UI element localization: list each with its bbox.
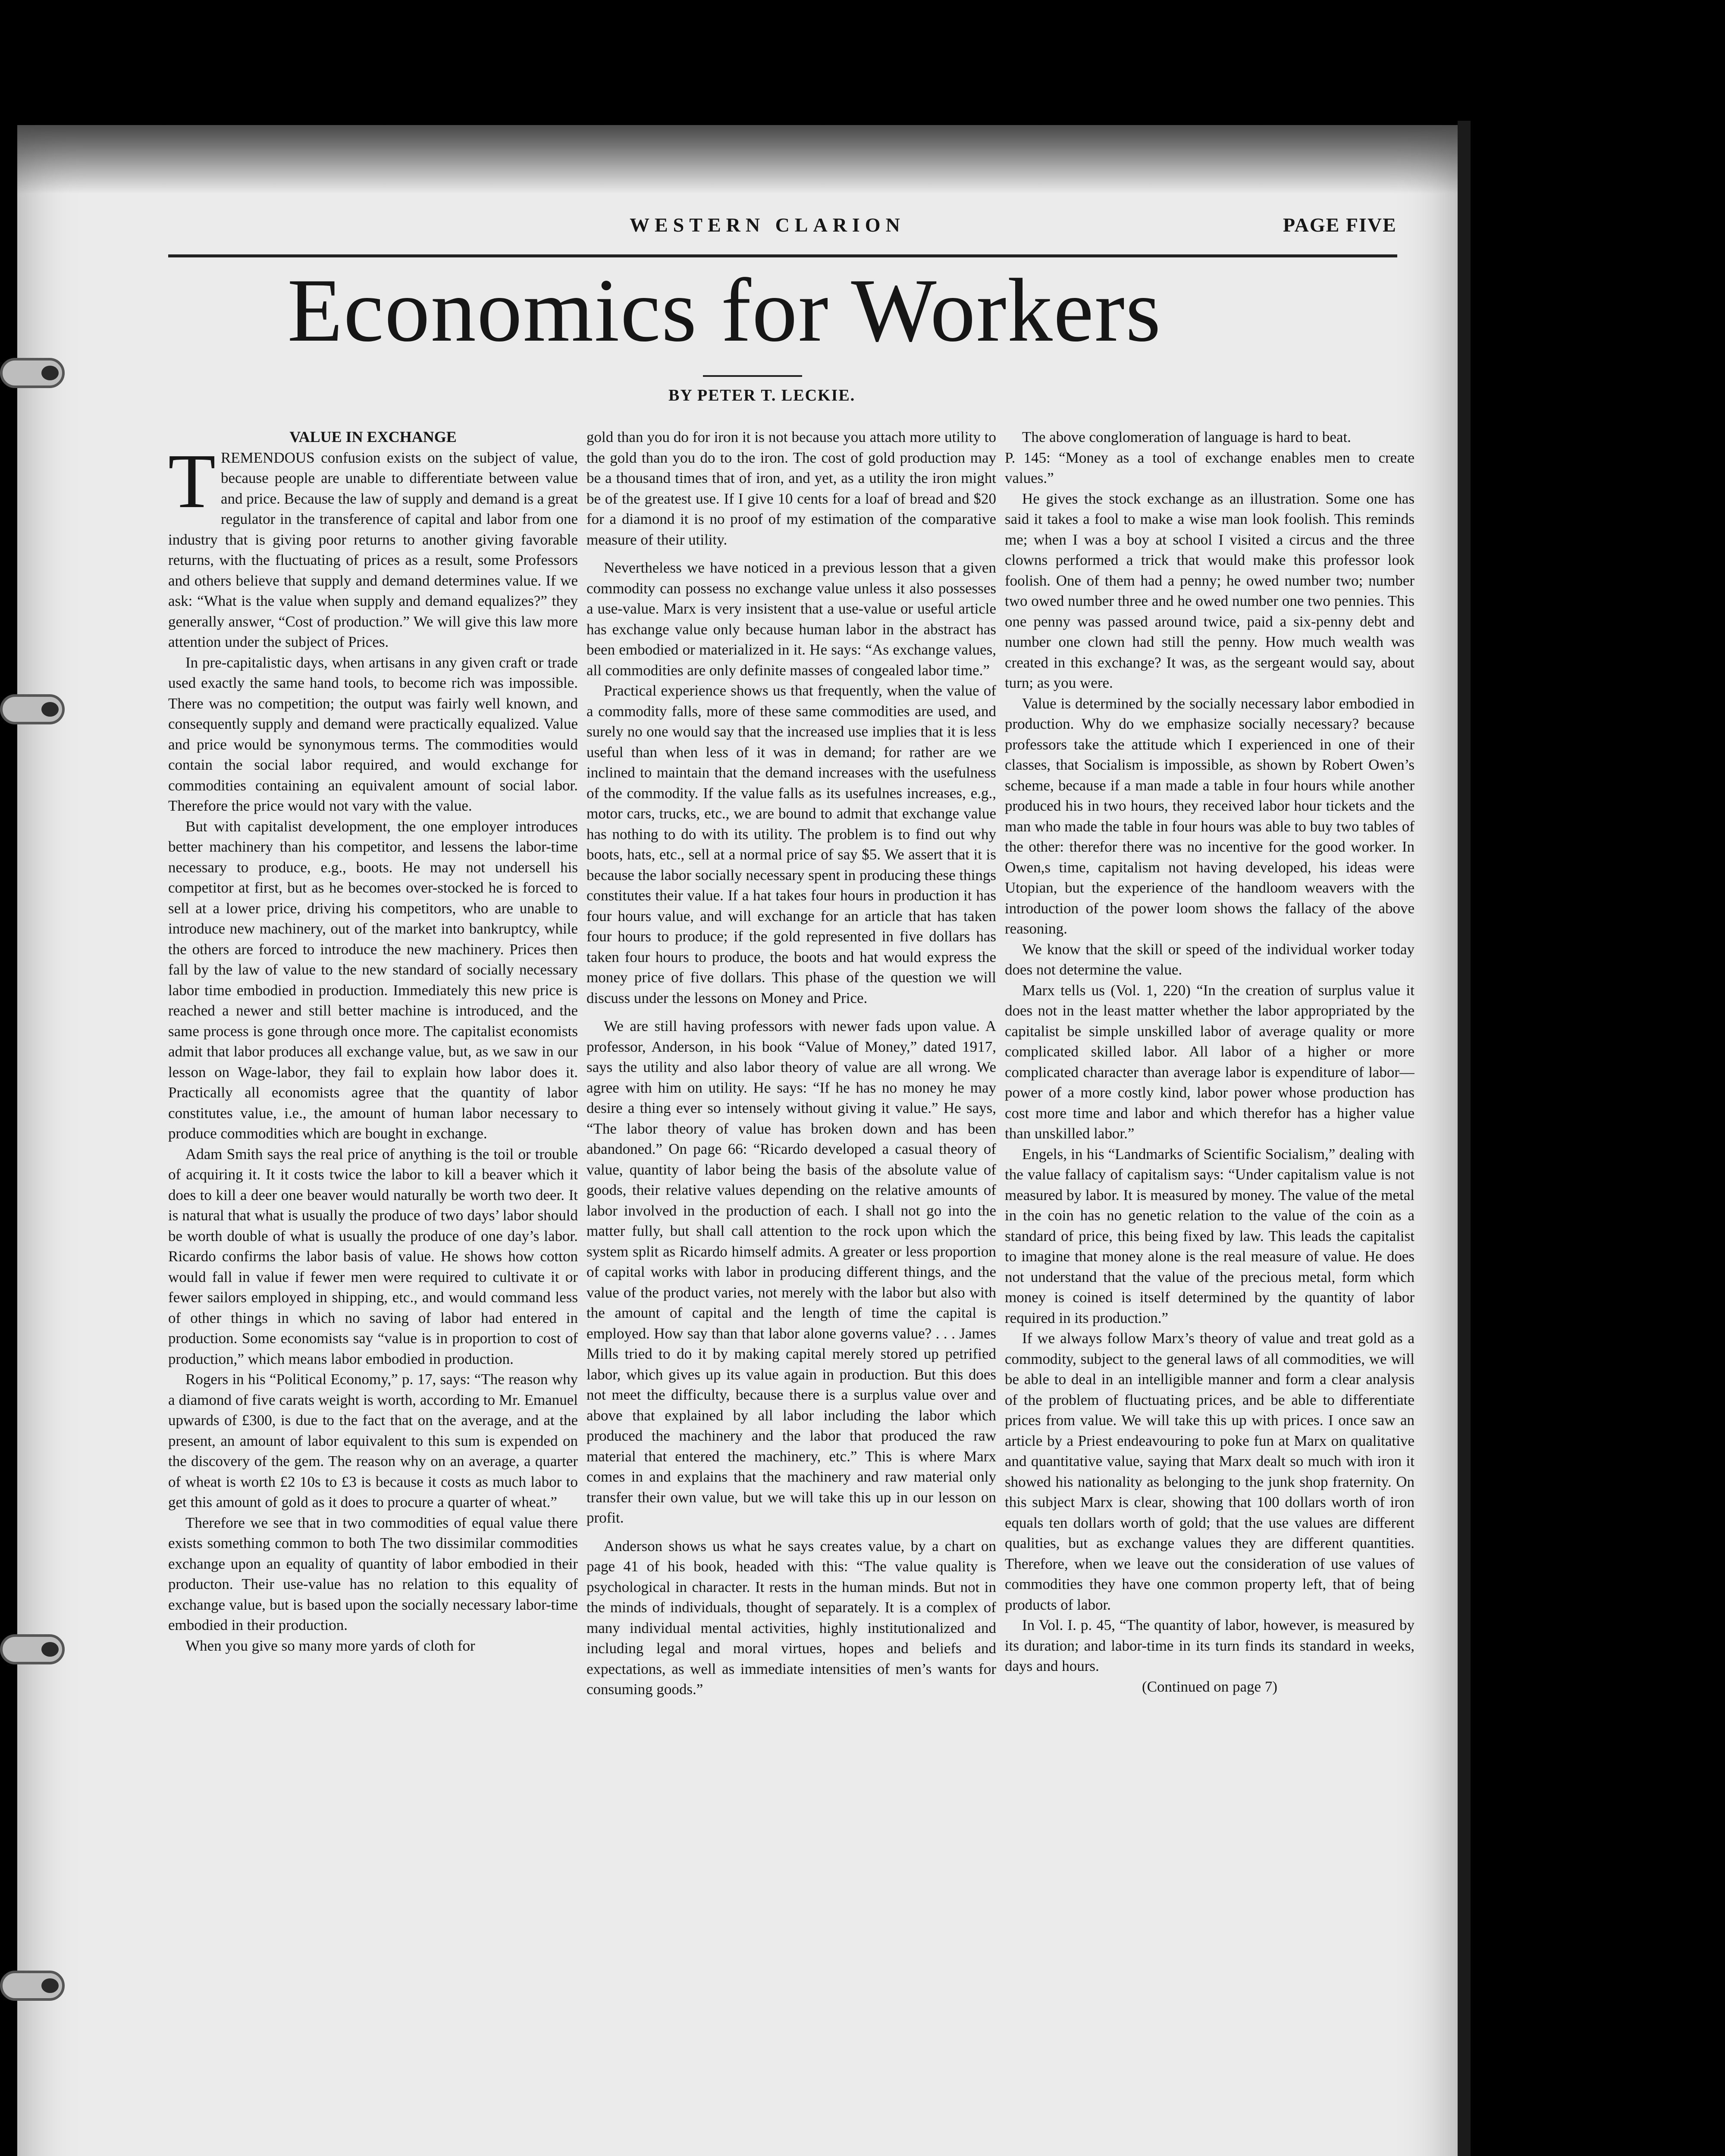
paragraph: Nevertheless we have noticed in a previous lesson that a given commodity can possess no exchange value unless it also possesses a use-value. Marx is very insistent that a use-value or useful article has exchange value only because human labor in the abstract has been embodied or materialized in it. He says: “As exchange values, all commodities are only definite masses of congealed labor time.” xyxy=(586,559,996,679)
header-rule xyxy=(168,254,1397,257)
column-1 xyxy=(168,427,578,2109)
continued-note: (Continued on page 7) xyxy=(1142,1678,1277,1695)
paragraph: We know that the skill or speed of the individual worker today does not determine the value. xyxy=(1005,940,1414,978)
paragraph: The above conglomeration of language is hard to beat. xyxy=(1022,429,1351,445)
paragraph: Rogers in his “Political Economy,” p. 17, says: “The reason why a diamond of five carats weight is worth, according to Mr. Emanuel upwards of £300, is due to the fact that on the average, and at the present, an amount of labor equivalent to this sum is expended on the discovery of the gem. The reason why on an average, a quarter of wheat is worth £2 10s to £3 is because it costs as much labor to get this amount of gold as it does to procure a quarter of wheat.” xyxy=(168,1371,578,1510)
paragraph: gold than you do for iron it is not because you attach more utility to the gold than you do to the iron. The cost of gold production may be a thousand times that of iron, and yet, as a utility the iron might be of the greatest use. If I give 10 cents for a loaf of bread and $20 for a diamond it is no proof of my estimation of the comparative measure of their utility. xyxy=(586,429,996,548)
paragraph: Practical experience shows us that frequently, when the value of a commodity falls, more of these same commodities are used, and surely no one would say that the increased use implies that it is less useful than when less of it was in demand; for rather are we inclined to maintain that the demand increases with the usefulness of the commodity. If the value falls as its usefulnes increases, e.g., motor cars, trucks, etc., we are bound to admit that exchange value has nothing to do with its utility. The problem is to find out why boots, hats, etc., sell at a normal price of say $5. We assert that it is because the labor socially necessary spent in producing these things constitutes their value. If a hat takes four hours in production it has four hours value, and will exchange for an article that has taken four hours to produce; if the gold represented in five dollars has taken four hours to produce, the boots and hat would express the money price of five dollars. This phase of the question we will discuss under the lessons on Money and Price. xyxy=(586,682,996,1006)
paragraph: Therefore we see that in two commodities of equal value there exists something common to both The two dissimilar commodities exchange upon an equality of quantity of labor embodied in their producton. Their use-value has no relation to this equality of exchange value, but is based upon the socially necessary labor-time embodied in their production. xyxy=(168,1514,578,1633)
binder-ring xyxy=(0,1971,65,2001)
paragraph: P. 145: “Money as a tool of exchange enables men to create values.” xyxy=(1005,449,1414,486)
column-2 xyxy=(586,427,996,2109)
paragraph: Adam Smith says the real price of anything is the toil or trouble of acquiring it. It it costs twice the labor to kill a beaver which it does to kill a deer one beaver would naturally be worth two deer. It is natural that what is usually the produce of two days’ labor should be worth double of what is usually the produce of one day’s labor. Ricardo confirms the labor basis of value. He shows how cotton would fall in value if fewer men were required to cultivate it or fewer sailors employed in shipping, etc., and would command less of other things in which no saving of labor had entered in production. Some economists say “value is in proportion to cost of production,” which means labor embodied in production. xyxy=(168,1145,578,1367)
paragraph: But with capitalist development, the one employer introduces better machinery than his competitor, and lessens the labor-time necessary to produce, e.g., boots. He may not undersell his competitor at first, but as he becomes over-stocked he is forced to sell at a lower price, driving his competitors, who are unable to introduce new machinery, out of the market into bankruptcy, while the others are forced to introduce the new machinery. Prices then fall by the law of value to the new standard of socially necessary labor time embodied in production. Immediately this new price is reached a newer and still better machine is introduced, and the same process is gone through once more. The capitalist economists admit that labor produces all exchange value, but, as we saw in our lesson on Wage-labor, they fail to explain how labor does it. Practically all economists agree that the quantity of labor constitutes value, i.e., the amount of human labor necessary to produce commodities which are bought in exchange. xyxy=(168,818,578,1142)
byline: BY PETER T. LECKIE. xyxy=(668,386,856,404)
section-heading: VALUE IN EXCHANGE xyxy=(289,428,457,445)
drop-cap: T xyxy=(168,438,216,524)
binder-ring xyxy=(0,358,65,388)
page-label: PAGE FIVE xyxy=(1283,214,1397,236)
binder-ring xyxy=(0,694,65,724)
paragraph: TREMENDOUS confusion exists on the subject of value, because people are unable to differentiate between value and price. Because the law of supply and demand is a great regulator in the transference of capital and labor from one industry that is giving poor returns to another giving favorable returns, with the fluctuating of prices as a result, some Professors and others believe that supply and demand determines value. If we ask: “What is the value when supply and demand equalizes?” they generally answer, “Cost of production.” We will give this law more attention under the subject of Prices. xyxy=(168,438,578,650)
paragraph: In pre-capitalistic days, when artisans in any given craft or trade used exactly the same hand tools, to become rich was impossible. There was no competition; the output was fairly well known, and consequently supply and demand were practically equalized. Value and price would be synonymous terms. The commodities would contain the social labor required, and would exchange for commodities containing an equivalent amount of social labor. Therefore the price would not vary with the value. xyxy=(168,654,578,814)
paragraph: In Vol. I. p. 45, “The quantity of labor, however, is measured by its duration; and labor-time in its turn finds its standard in weeks, days and hours. xyxy=(1005,1617,1414,1674)
paragraph: Value is determined by the socially necessary labor embodied in production. Why do we emphasize socially necessary? because professors take the attitude which I experienced in one of their classes, that Socialism is impossible, as shown by Robert Owen’s scheme, because if a man made a table in four hours while another produced his in two hours, they received labor hour tickets and the man who made the table in four hours was able to buy two tables of the other: therefor there was no incentive for the good worker. In Owen,s time, capitalism not having developed, his ideas were Utopian, but the experience of the handloom weavers with the introduction of the power loom shows the fallacy of the above reasoning. xyxy=(1005,695,1414,937)
paragraph: Engels, in his “Landmarks of Scientific Socialism,” dealing with the value fallacy of capitalism says: “Under capitalism value is not measured by labor. It is measured by money. The value of the metal in the coin has no genetic relation to the value of the coin as a standard of price, this being fixed by law. This leads the capitalist to imagine that money alone is the real measure of value. He does not understand that the value of the precious metal, form which money is coined is itself determined by the quantity of labor required in its production.” xyxy=(1005,1145,1414,1326)
paragraph: He gives the stock exchange as an illustration. Some one has said it takes a fool to make a wise man look foolish. This reminds me; when I was a boy at school I visited a circus and the three clowns performed a trick that would make this professor look foolish. One of them had a penny; he owed number two; number two owed number three and he owed number one two pennies. This one penny was passed around twice, paid a six-penny debt and number one clown had still the penny. How much wealth was created in this exchange? It was, as the sergeant would say, about turn; as you were. xyxy=(1005,490,1414,691)
column-3 xyxy=(1005,427,1414,2109)
title-rule xyxy=(703,375,802,377)
paragraph: When you give so many more yards of cloth for xyxy=(185,1637,475,1654)
paragraph: We are still having professors with newer fads upon value. A professor, Anderson, in his book “Value of Money,” dated 1917, says the utility and also labor theory of value are all wrong. We agree with him on utility. He says: “If he has no money he may desire a thing ever so intensely without giving it value.” He says, “The labor theory of value has broken down and has been abandoned.” On page 66: “Ricardo developed a casual theory of value, quantity of labor being the basis of the absolute value of goods, their relative values depending on the relative amounts of labor involved in the production of each. I shall not go into the matter fully, but shall call attention to the rock upon which the system split as Ricardo himself admits. A greater or less proportion of capital works with labor in producing different things, and the value of the product varies, not merely with the labor but also with the amount of capital and the length of time the capital is employed. How say than that labor alone governs value? . . . James Mills tried to do it by making capital merely stored up petrified labor, which gives up its value again in production. But this does not meet the difficulty, because there is a surplus value over and above that explained by all labor including the labor which produced the machinery and the labor that produced the raw material that entered the machinery, etc.” This is where Marx comes in and explains that the machinery and raw material only transfer their own value, but we will take this up in our lesson on profit. xyxy=(586,1018,996,1526)
publication-name: WESTERN CLARION xyxy=(630,214,905,236)
paragraph: Anderson shows us what he says creates value, by a chart on page 41 of his book, headed with this: “The value quality is psychological in character. It rests in the human minds. But not in the minds of individuals, thought of separately. It is a complex of many individual mental activities, highly institutionalized and including legal and moral virtues, hopes and beliefs and expectations, as well as immediate intensities of men’s wants for consuming goods.” xyxy=(586,1537,996,1698)
binder-ring xyxy=(0,1634,65,1664)
paragraph: Marx tells us (Vol. 1, 220) “In the creation of surplus value it does not in the least matter whether the labor appropriated by the capitalist be simple unskilled labor of average quality or more complicated skilled labor. All labor of a higher or more complicated character than average labor is expenditure of labor—power of a more costly kind, labor power whose production has cost more time and labor and which therefor has a higher value than unskilled labor.” xyxy=(1005,981,1414,1142)
paragraph: If we always follow Marx’s theory of value and treat gold as a commodity, subject to the general laws of all commodities, we will be able to deal in an intelligible manner and form a clear analysis of the problem of fluctuating prices, and be able to differentiate prices from value. We will take this up with prices. I once saw an article by a Priest endeavouring to poke fun at Marx on qualitative and quantitative value, saying that Marx dealt so much with iron it showed his nationality as belonging to the junk shop fraternity. On this subject Marx is clear, showing that 100 dollars worth of iron equals ten dollars worth of gold; that the use values are different qualities, but as exchange values they are different quantities. Therefore, when we leave out the consideration of use values of commodities they have one common property left, that of being products of labor. xyxy=(1005,1330,1414,1613)
page-edge xyxy=(1458,121,1471,2156)
article-title: Economics for Workers xyxy=(287,260,1162,360)
